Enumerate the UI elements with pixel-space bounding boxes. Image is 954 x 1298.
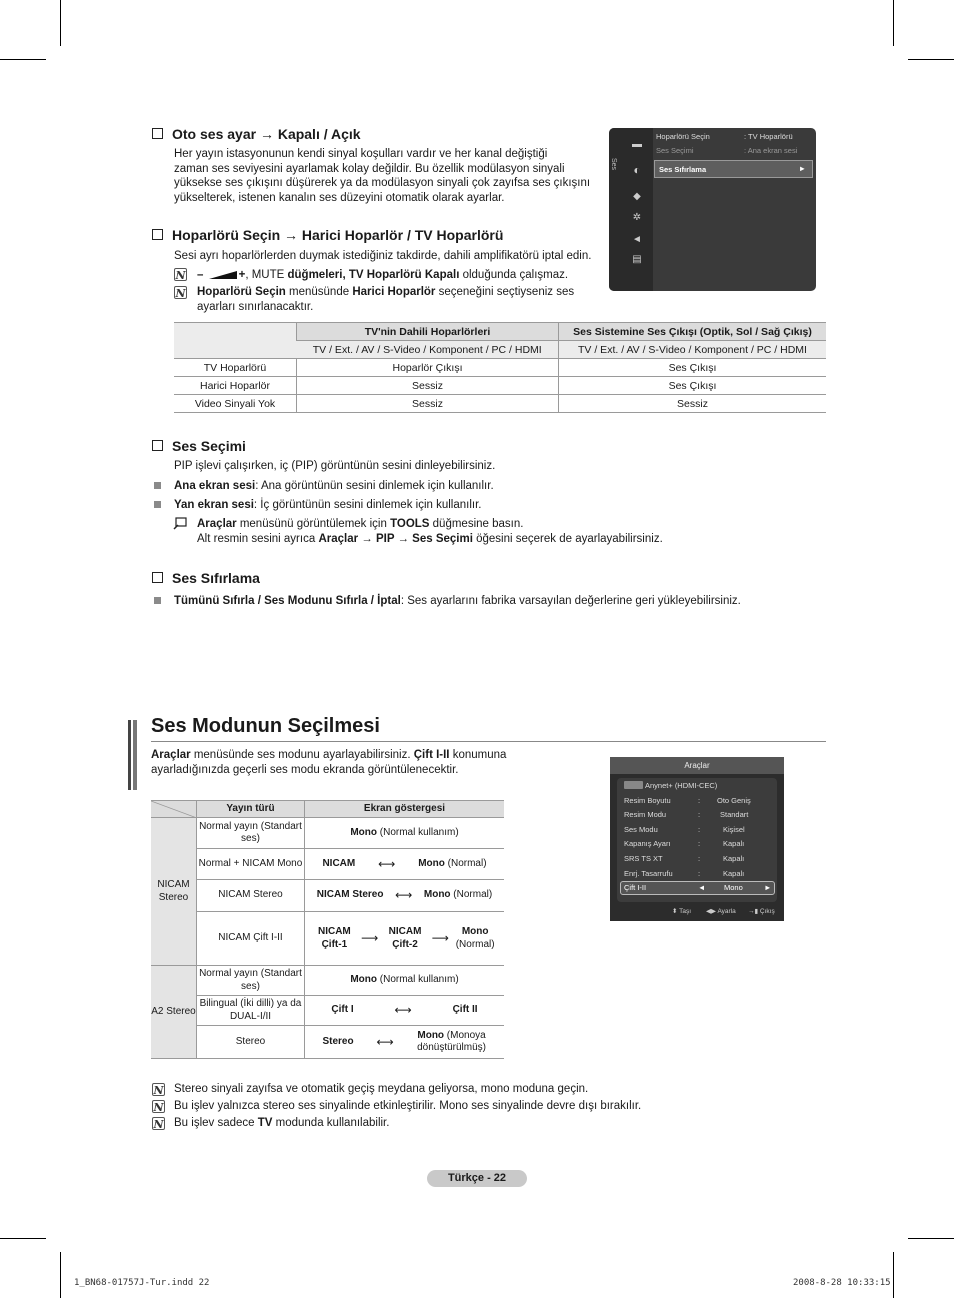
broadcast-type: Stereo	[197, 1026, 305, 1059]
table-row	[151, 1026, 504, 1059]
bullet-icon	[154, 482, 161, 489]
heading-bar	[133, 720, 137, 790]
broadcast-type: Bilingual (İki dilli) ya da DUAL-I/II	[197, 996, 305, 1026]
display-indicator: NICAM Çift-1 ⟶ NICAM Çift-2 ⟶ Mono (Normal)	[305, 912, 505, 966]
section-title-sifirlama: Ses Sıfırlama	[152, 570, 260, 586]
menu-item-anynet[interactable]: Anynet+ (HDMI-CEC)	[624, 781, 774, 790]
table-row	[151, 880, 504, 912]
table-corner	[151, 801, 197, 818]
double-arrow-icon: ⟷	[376, 1034, 394, 1049]
double-arrow-icon: ⟷	[394, 1003, 412, 1018]
tools-menu-title: Araçlar	[610, 757, 784, 774]
audio-mode-table	[151, 800, 504, 1059]
arrow-right-icon: ⟶	[431, 931, 449, 946]
footer-move: ⬍ Taşı	[672, 908, 692, 915]
note-3: Bu işlev sadece TV modunda kullanılabilir.	[174, 1117, 390, 1129]
menu-item[interactable]: Resim Modu : Standart	[624, 810, 749, 819]
channel-icon: ◆	[633, 191, 641, 202]
bullet-icon	[154, 597, 161, 604]
column-header: Ekran göstergesi	[305, 801, 505, 818]
table-cell: Sessiz	[559, 395, 827, 413]
sound-icon: ◐	[633, 163, 641, 177]
section-title-hoparlor: Hoparlörü Seçin → Harici Hoparlör / TV Hoparlörü	[152, 227, 503, 243]
row-label: TV Hoparlörü	[174, 359, 297, 377]
note-icon: N	[175, 287, 186, 300]
column-header: Yayın türü	[197, 801, 305, 818]
display-indicator: Stereo ⟷ Mono (Monoya dönüştürülmüş)	[305, 1026, 505, 1059]
page-number-badge: Türkçe - 22	[427, 1170, 527, 1187]
bullet-icon	[154, 501, 161, 508]
table-row	[174, 377, 826, 395]
arrow-left-icon: ◄	[698, 883, 706, 892]
speaker-output-table	[174, 322, 826, 413]
secimi-bullet-1: Ana ekran sesi: Ana görüntünün sesini dinlemek için kullanılır.	[174, 480, 494, 492]
menu-row-ses-secimi[interactable]: Ses Seçimi : Ana ekran sesi	[656, 146, 798, 155]
note-icon: N	[153, 1118, 164, 1131]
column-subheader: TV / Ext. / AV / S-Video / Komponent / PC / HDMI	[559, 341, 827, 359]
hoparlor-note-2: Hoparlörü Seçin menüsünde Harici Hoparlör seçeneğini seçtiyseniz ses ayarları sınırlanacaktır.	[197, 286, 575, 313]
crop-mark	[893, 0, 894, 46]
secimi-bullet-2: Yan ekran sesi: İç görüntünün sesini dinlemek için kullanılır.	[174, 499, 482, 511]
table-row	[151, 966, 504, 996]
crop-mark	[908, 1238, 954, 1239]
table-cell: Sessiz	[297, 395, 559, 413]
hoparlor-description: Sesi ayrı hoparlörlerden duymak istediğiniz takdirde, dahili amplifikatörü iptal edin.	[174, 250, 592, 262]
anynet-logo-icon	[624, 781, 643, 789]
crop-mark	[60, 0, 61, 46]
display-indicator: Çift I ⟷ Çift II	[305, 996, 505, 1026]
note-icon: N	[153, 1084, 164, 1097]
secimi-tools-note: Araçlar menüsünü görüntülemek için TOOLS düğmesine basın. Alt resmin sesini ayrıca Araçlar → PIP → Ses Seçimi öğesini seçerek de ayarlayabilirsiniz.	[197, 518, 663, 545]
broadcast-type: Normal + NICAM Mono	[197, 849, 305, 880]
footer-exit: →▮ Çıkış	[748, 908, 775, 915]
heading-bar	[128, 720, 131, 790]
broadcast-type: NICAM Stereo	[197, 880, 305, 912]
picture-icon: ▬	[632, 139, 642, 150]
column-header: Ses Sistemine Ses Çıkışı (Optik, Sol / Sağ Çıkış)	[559, 323, 827, 341]
hoparlor-note-1: – +, MUTE düğmeleri, TV Hoparlörü Kapalı olduğunda çalışmaz.	[197, 269, 569, 281]
menu-item-cift-label: Çift I-II ◄ Mono ►	[624, 883, 772, 892]
arrow-right-icon: ►	[764, 883, 772, 892]
table-row	[151, 849, 504, 880]
exit-icon: →▮	[748, 908, 759, 915]
tools-icon	[173, 517, 188, 530]
group-label: NICAM Stereo	[151, 818, 197, 966]
sifirlama-bullet: Tümünü Sıfırla / Ses Modunu Sıfırla / İptal: Ses ayarlarını fabrika varsayılan değerlerine geri yükleyebilirsiniz.	[174, 595, 741, 607]
table-row	[151, 818, 504, 849]
crop-mark	[60, 1252, 61, 1298]
table-cell: Sessiz	[297, 377, 559, 395]
tv-sound-menu-screen	[609, 128, 816, 291]
menu-side-label: Ses	[610, 158, 617, 171]
input-icon: ◄	[632, 234, 642, 245]
row-label: Harici Hoparlör	[174, 377, 297, 395]
table-row	[151, 996, 504, 1026]
updown-icon: ⬍	[672, 908, 678, 915]
table-cell: Ses Çıkışı	[559, 377, 827, 395]
crop-mark	[0, 1238, 46, 1239]
broadcast-type: Normal yayın (Standart ses)	[197, 966, 305, 996]
volume-wedge-icon	[209, 271, 237, 279]
setup-icon: ✲	[632, 212, 642, 223]
table-row	[151, 912, 504, 966]
note-1: Stereo sinyali zayıfsa ve otomatik geçiş meydana geliyorsa, mono moduna geçin.	[174, 1083, 589, 1095]
menu-row-hoparlor[interactable]: Hoparlörü Seçin : TV Hoparlörü	[656, 132, 793, 141]
column-header: TV'nin Dahili Hoparlörleri	[297, 323, 559, 341]
broadcast-type: NICAM Çift I-II	[197, 912, 305, 966]
application-icon: ▤	[632, 254, 642, 265]
double-arrow-icon: ⟷	[395, 888, 413, 903]
main-intro: Araçlar menüsünde ses modunu ayarlayabilirsiniz. Çift I-II konumuna ayarladığınızda geçerli ses modu ekranda görüntülenecektir.	[151, 749, 507, 776]
row-label: Video Sinyali Yok	[174, 395, 297, 413]
column-subheader: TV / Ext. / AV / S-Video / Komponent / PC / HDMI	[297, 341, 559, 359]
oto-description: Her yayın istasyonunun kendi sinyal koşulları vardır ve her kanal değiştiği zaman ses seviyesini ayarlamak kolay değildir. Bu özellik modülasyon sinyali yüksekse ses çıkışını düşürerek ya da modülasyon sinyali çok zayıfsa ses çıkışını yükselterek, istenen kanalın ses düzeyini otomatik olarak ayarlar.	[174, 148, 591, 204]
crop-mark	[908, 59, 954, 60]
menu-item[interactable]: SRS TS XT : Kapalı	[624, 854, 745, 863]
double-arrow-icon: ⟷	[378, 856, 396, 871]
menu-item[interactable]: Resim Boyutu : Oto Geniş	[624, 796, 751, 805]
note-icon: N	[153, 1101, 164, 1114]
table-cell: Ses Çıkışı	[559, 359, 827, 377]
leftright-icon: ◀▶	[706, 908, 716, 915]
menu-item[interactable]: Ses Modu : Kişisel	[624, 825, 745, 834]
display-indicator: NICAM Stereo ⟷ Mono (Normal)	[305, 880, 505, 912]
section-title-secimi: Ses Seçimi	[152, 438, 246, 454]
menu-item[interactable]: Kapanış Ayarı : Kapalı	[624, 839, 745, 848]
menu-item[interactable]: Enrj. Tasarrufu : Kapalı	[624, 869, 745, 878]
table-row	[174, 395, 826, 413]
tools-menu-screen	[610, 757, 784, 921]
group-label: A2 Stereo	[151, 966, 197, 1059]
heading-rule	[151, 741, 826, 742]
section-title-oto: Oto ses ayar → Kapalı / Açık	[152, 126, 361, 142]
display-indicator: NICAM ⟷ Mono (Normal)	[305, 849, 505, 880]
footer-adjust: ◀▶ Ayarla	[706, 908, 736, 915]
table-cell: Hoparlör Çıkışı	[297, 359, 559, 377]
arrow-right-icon: ►	[798, 164, 806, 173]
menu-sidebar	[609, 128, 653, 291]
page-title: Ses Modunun Seçilmesi	[151, 715, 380, 737]
table-row	[174, 359, 826, 377]
menu-row-ses-sifirlama[interactable]: Ses Sıfırlama ►	[654, 160, 813, 178]
table-corner	[174, 323, 297, 359]
crop-mark	[0, 59, 46, 60]
crop-mark	[893, 1252, 894, 1298]
display-indicator: Mono (Normal kullanım)	[305, 818, 505, 849]
secimi-description: PIP işlevi çalışırken, iç (PIP) görüntünün sesini dinleyebilirsiniz.	[174, 460, 496, 472]
footer-timestamp: 2008-8-28 10:33:15	[793, 1278, 891, 1288]
arrow-right-icon: ⟶	[361, 931, 379, 946]
note-icon: N	[175, 269, 186, 282]
broadcast-type: Normal yayın (Standart ses)	[197, 818, 305, 849]
footer-file: 1_BN68-01757J-Tur.indd 22	[74, 1278, 210, 1288]
note-2: Bu işlev yalnızca stereo ses sinyalinde etkinleştirilir. Mono ses sinyalinde devre dışı bırakılır.	[174, 1100, 642, 1112]
display-indicator: Mono (Normal kullanım)	[305, 966, 505, 996]
